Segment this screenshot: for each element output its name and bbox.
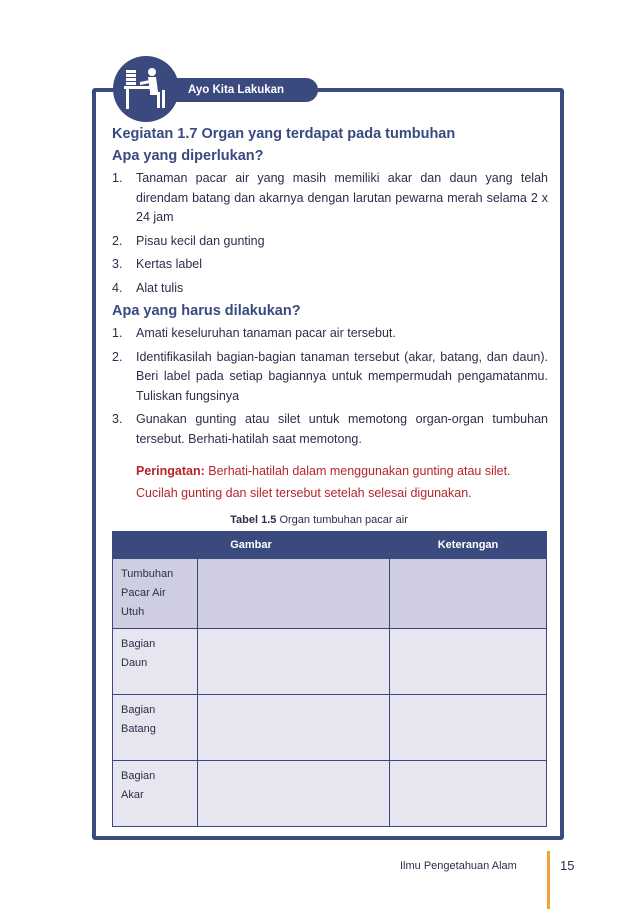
needs-list <box>112 169 548 302</box>
table-row <box>113 761 547 827</box>
description-cell <box>390 695 547 761</box>
needs-heading: Apa yang diperlukan? <box>112 148 264 164</box>
description-cell <box>390 629 547 695</box>
list-item: 4. Alat tulis <box>112 280 184 295</box>
row-label: Bagian Daun <box>113 629 198 695</box>
picture-cell <box>198 629 390 695</box>
activity-badge-label: Ayo Kita Lakukan <box>168 78 318 102</box>
column-header-keterangan: Keterangan <box>390 532 547 559</box>
steps-list <box>112 324 548 453</box>
list-item: 2. Identifikasilah bagian-bagian tanaman tersebut (akar, batang, dan daun). Beri label pada setiap bagiannya untuk mempermudah pengamatanmu. Tuliskan fungsinya <box>112 349 548 403</box>
warning-note <box>136 460 556 504</box>
activity-title: Kegiatan 1.7 Organ yang terdapat pada tumbuhan <box>112 126 456 142</box>
organ-table <box>112 531 547 827</box>
row-label: Bagian Batang <box>113 695 198 761</box>
row-label: Bagian Akar <box>113 761 198 827</box>
description-cell <box>390 761 547 827</box>
warning-label: Peringatan: <box>136 464 205 478</box>
table-caption: Tabel 1.5 Organ tumbuhan pacar air <box>230 514 408 526</box>
book-title: Ilmu Pengetahuan Alam <box>400 860 517 872</box>
picture-cell <box>198 695 390 761</box>
table-row <box>113 559 547 629</box>
student-studying-icon <box>122 64 170 112</box>
warning-line-2: Cucilah gunting dan silet tersebut setelah selesai digunakan. <box>136 486 472 500</box>
activity-badge <box>113 56 179 122</box>
list-item: 3. Kertas label <box>112 257 203 271</box>
column-header-gambar: Gambar <box>113 532 390 559</box>
page-number: 15 <box>560 858 575 873</box>
footer-divider <box>547 851 550 909</box>
picture-cell <box>198 559 390 629</box>
row-label: Tumbuhan Pacar Air Utuh <box>113 559 198 629</box>
list-item: 2. Pisau kecil dan gunting <box>112 233 265 248</box>
warning-line-1: Berhati-hatilah dalam menggunakan gunting atau silet. <box>204 464 511 478</box>
table-row <box>113 695 547 761</box>
list-item: 1. Tanaman pacar air yang masih memiliki akar dan daun yang telah direndam batang dan akarnya dengan larutan pewarna merah selama 2 x 24 jam <box>112 171 548 224</box>
table-row <box>113 629 547 695</box>
picture-cell <box>198 761 390 827</box>
list-item: 3. Gunakan gunting atau silet untuk memotong organ-organ tumbuhan tersebut. Berhati-hatilah saat memotong. <box>112 412 548 446</box>
steps-heading: Apa yang harus dilakukan? <box>112 303 301 319</box>
description-cell <box>390 559 547 629</box>
list-item: 1. Amati keseluruhan tanaman pacar air tersebut. <box>112 326 396 340</box>
